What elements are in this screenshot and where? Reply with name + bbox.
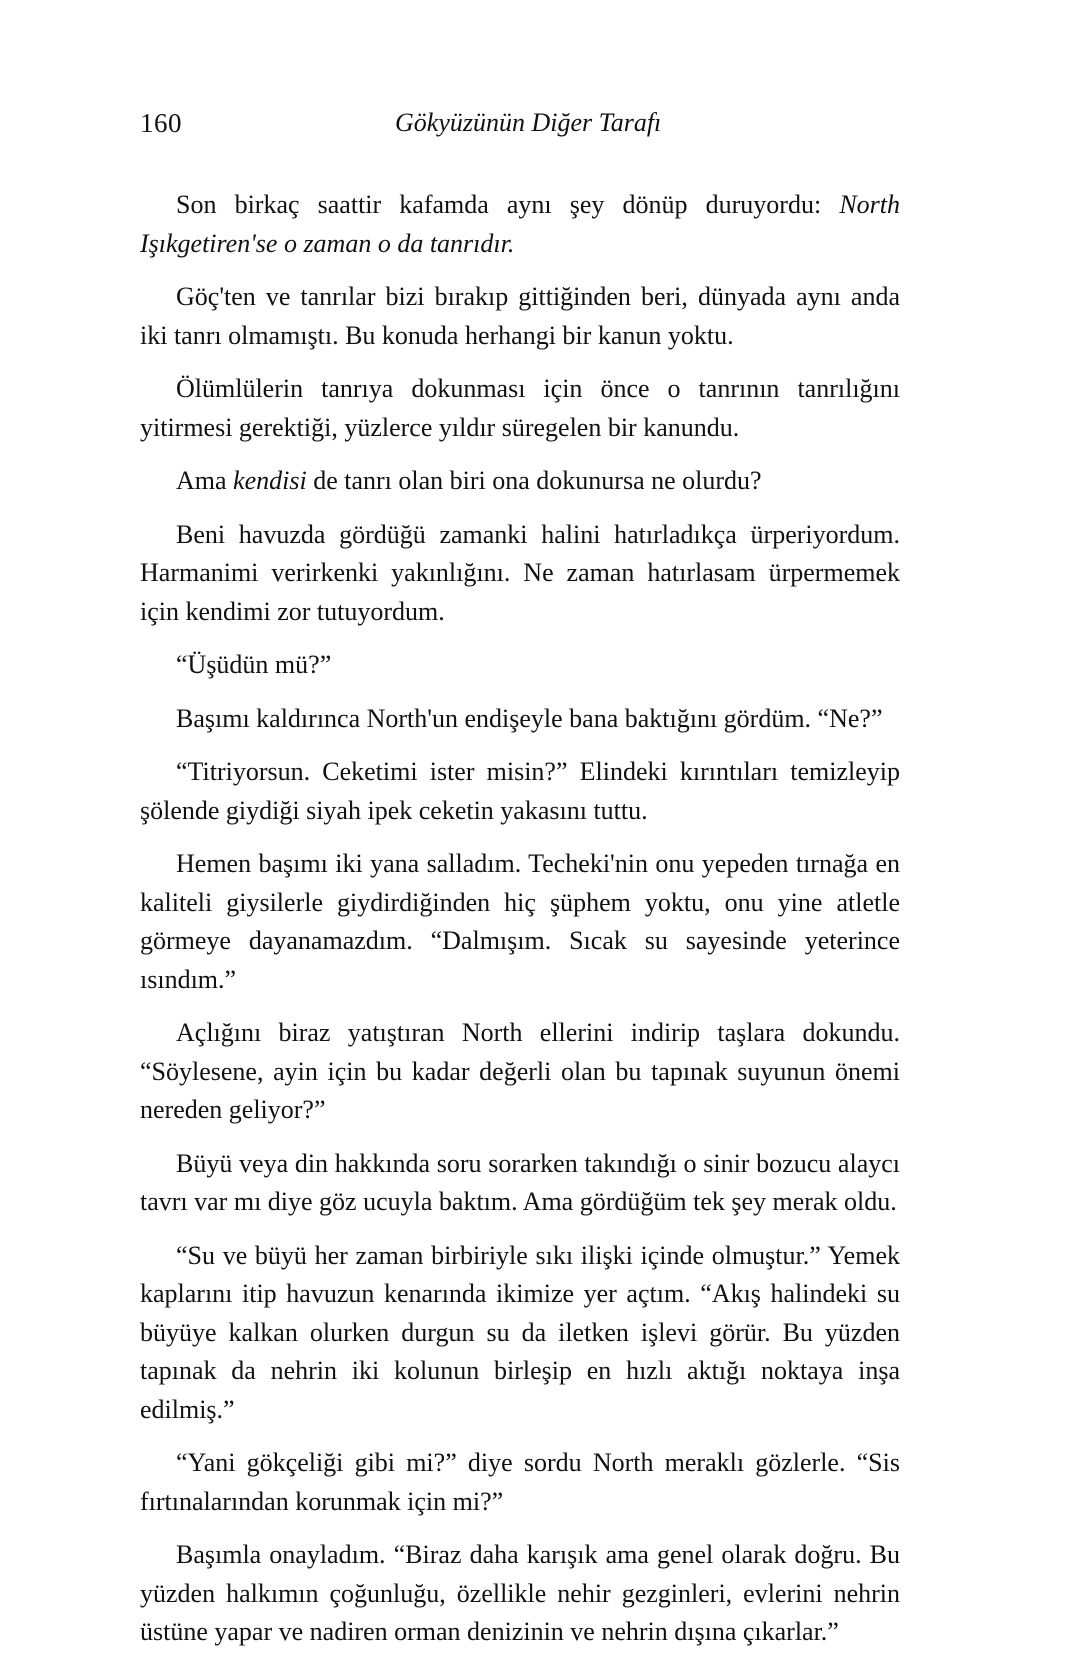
paragraph: Başımla onayladım. “Biraz daha karışık ama genel olarak doğru. Bu yüzden halkımın çoğunluğu, özellikle nehir gezginleri, evlerini nehrin üstüne yapar ve nadiren orman denizinin ve nehrin dışına çıkarlar.” xyxy=(140,1540,900,1646)
paragraph: “Su ve büyü her zaman birbiriyle sıkı ilişki içinde olmuştur.” Yemek kaplarını itip havuzun kenarında ikimize yer açtım. “Akış halindeki su büyüye kalkan olurken durgun su da iletken işlevi görür. Bu yüzden tapınak da nehrin iki kolunun birleşip en hızlı aktığı noktaya inşa edilmiş.” xyxy=(140,1240,900,1424)
running-title: Gökyüzünün Diğer Tarafı xyxy=(395,108,662,137)
paragraph: Açlığını biraz yatıştıran North ellerini indirip taşlara dokundu. “Söylesene, ayin için bu kadar değerli olan bu tapınak suyunun önemi nereden geliyor?” xyxy=(140,1018,900,1124)
paragraph: Ama kendisi de tanrı olan biri ona dokunursa ne olurdu? xyxy=(176,466,762,495)
paragraph: Son birkaç saattir kafamda aynı şey dönüp duruyordu: North Işıkgetiren'se o zaman o da tanrıdır. xyxy=(140,190,900,258)
paragraph: Büyü veya din hakkında soru sorarken takındığı o sinir bozucu alaycı tavrı var mı diye göz ucuyla baktım. Ama gördüğüm tek şey merak oldu. xyxy=(140,1148,900,1216)
page-header xyxy=(140,108,920,148)
paragraph: Başımı kaldırınca North'un endişeyle bana baktığını gördüm. “Ne?” xyxy=(176,703,883,733)
emphasis-text: North Işıkgetiren'se o zaman o da tanrıdır. xyxy=(140,190,900,258)
paragraph: Göç'ten ve tanrılar bizi bırakıp gittiğinden beri, dünyada aynı anda iki tanrı olmamıştı. Bu konuda herhangi bir kanun yoktu. xyxy=(140,282,900,350)
paragraph: Hemen başımı iki yana salladım. Techeki'nin onu yepeden tırnağa en kaliteli giysilerle giydirdiğinden hiç şüphem yoktu, onu yine atletle görmeye dayanamazdım. “Dalmışım. Sıcak su sayesinde yeterince ısındım.” xyxy=(140,849,900,994)
paragraph: Beni havuzda gördüğü zamanki halini hatırladıkça ürperiyordum. Harmanimi verirkenki yakınlığını. Ne zaman hatırlasam ürpermemek için kendimi zor tutuyordum. xyxy=(140,519,900,626)
emphasis-text: kendisi xyxy=(233,466,307,495)
page-number: 160 xyxy=(140,108,182,138)
body-text xyxy=(140,186,900,1667)
paragraph: “Yani gökçeliği gibi mi?” diye sordu North meraklı gözlerle. “Sis fırtınalarından korunmak için mi?” xyxy=(140,1448,900,1516)
paragraph: “Üşüdün mü?” xyxy=(176,650,332,679)
paragraph: “Titriyorsun. Ceketimi ister misin?” Elindeki kırıntıları temizleyip şölende giydiği siyah ipek ceketin yakasını tuttu. xyxy=(140,757,900,825)
paragraph: Ölümlülerin tanrıya dokunması için önce o tanrının tanrılığını yitirmesi gerektiği, yüzlerce yıldır süregelen bir kanundu. xyxy=(140,374,900,442)
